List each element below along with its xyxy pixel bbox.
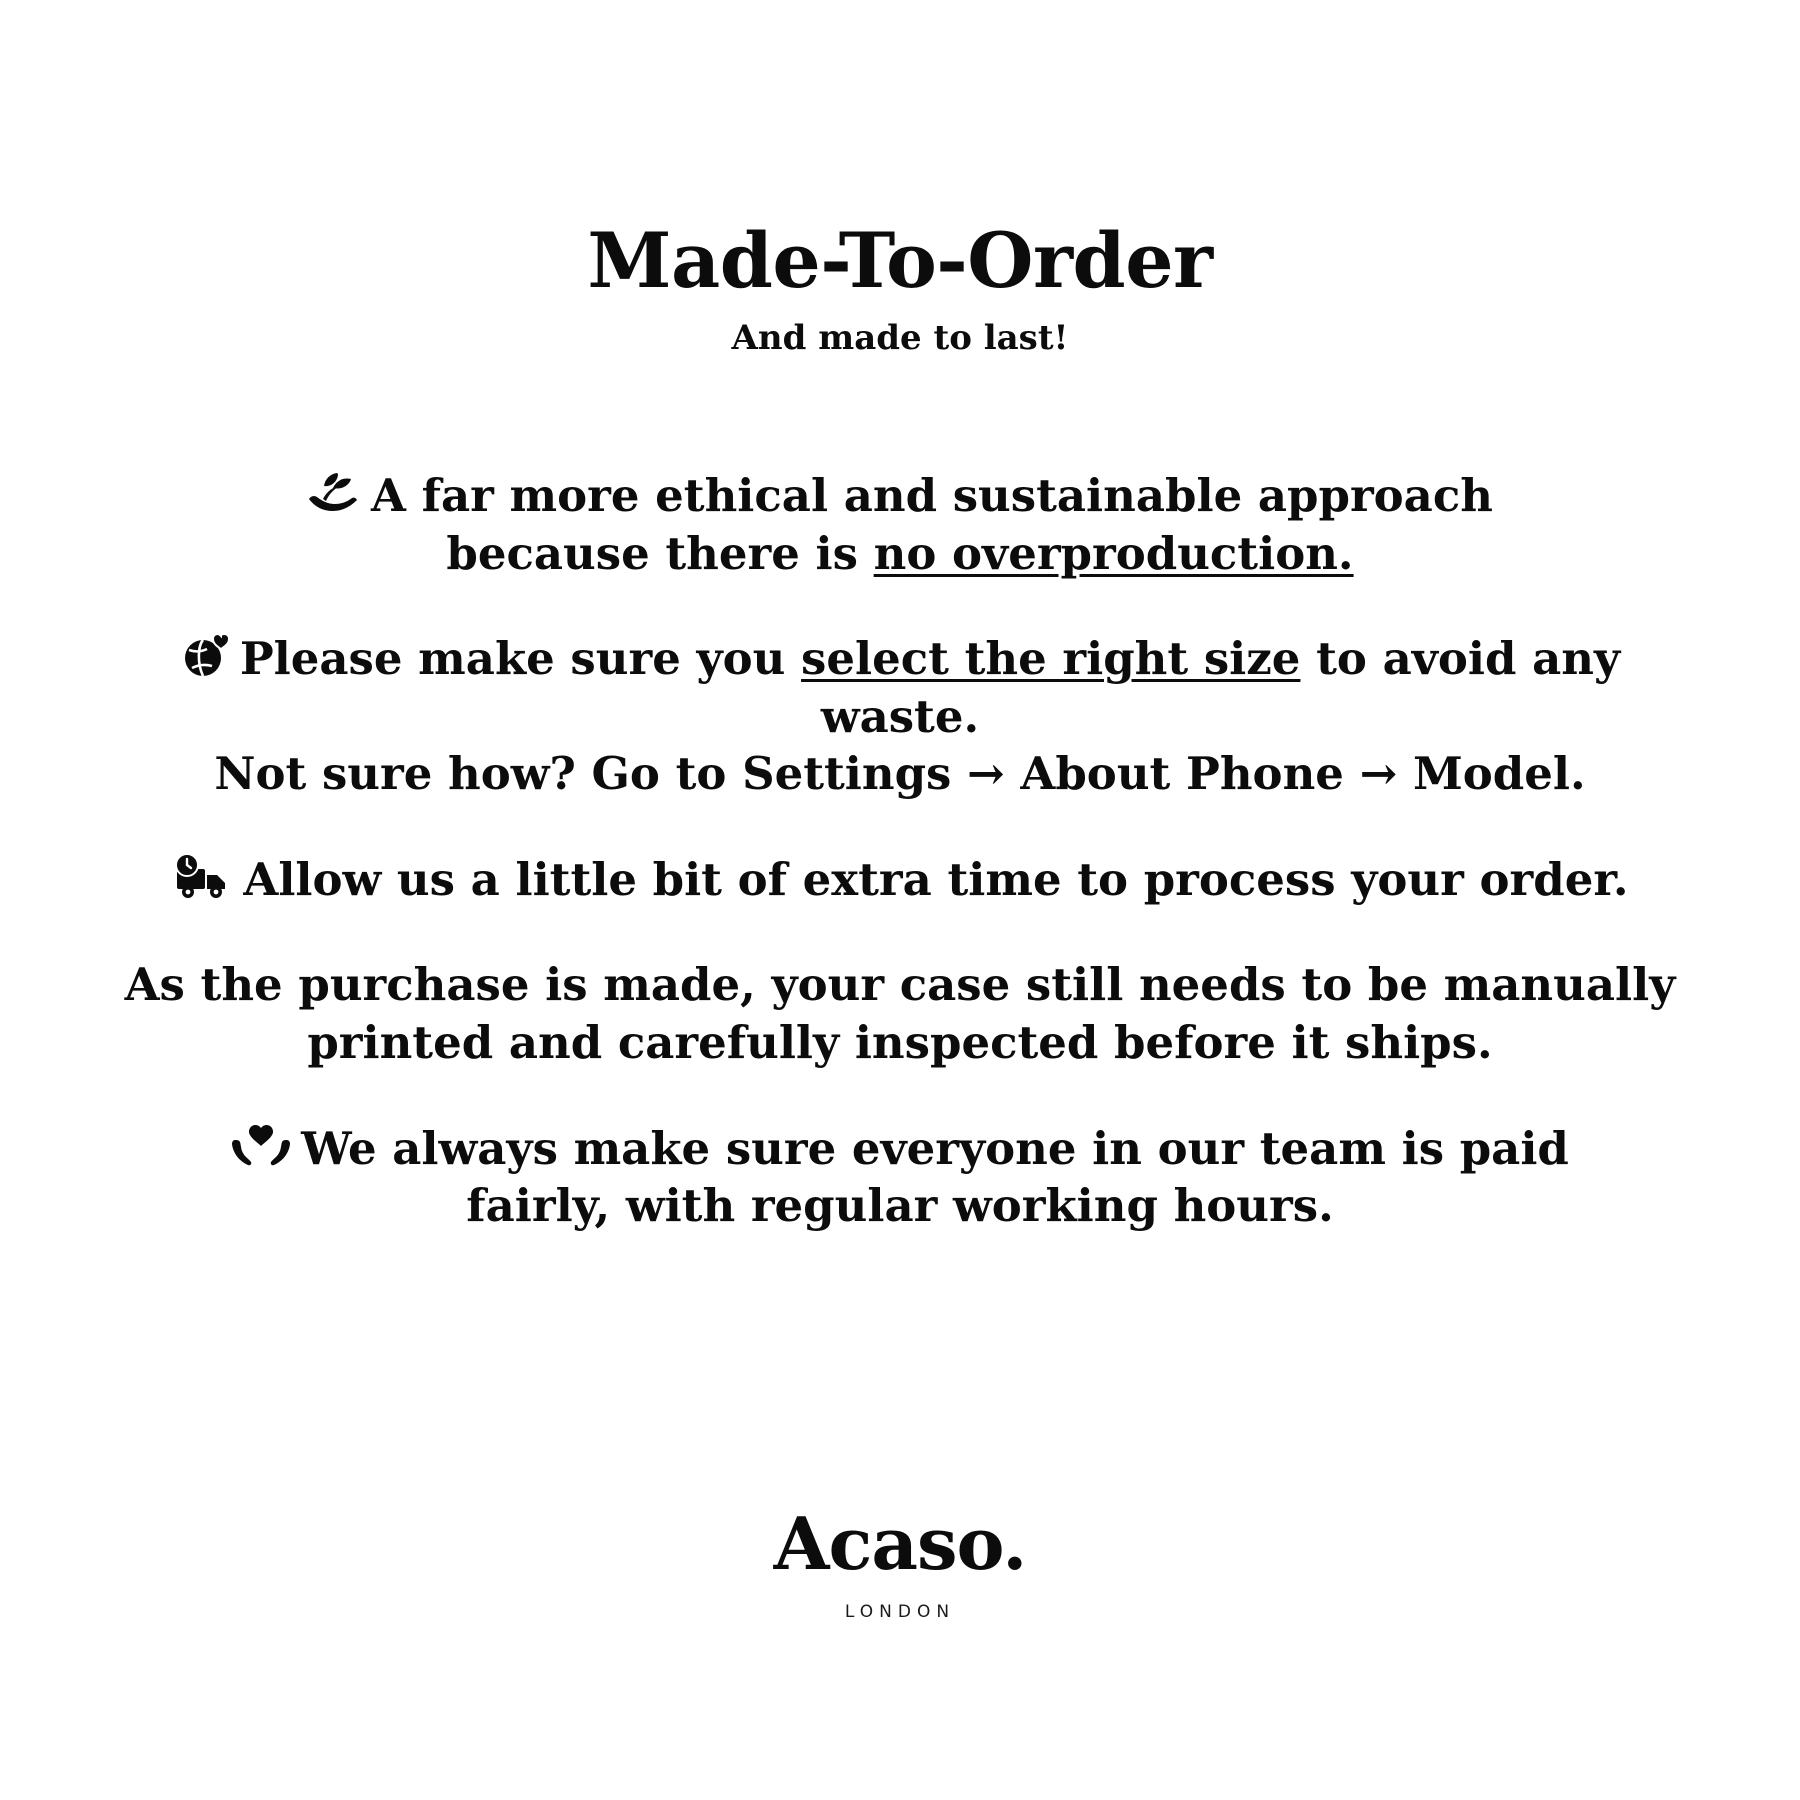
globe-heart-icon — [180, 632, 230, 680]
brand-footer — [0, 1501, 1800, 1622]
block-line-1 — [171, 851, 1628, 909]
list-item — [100, 630, 1700, 803]
list-item — [307, 467, 1493, 582]
block-line-2: printed and carefully inspected before it ships. — [307, 1016, 1493, 1070]
block-line-1-text: Please make sure you — [239, 632, 802, 686]
block-line-2: Not sure how? Go to Settings → About Phone → Model. — [214, 747, 1586, 801]
block-line-2: fairly, with regular working hours. — [466, 1179, 1334, 1233]
block-line-1: As the purchase is made, your case still needs to be manually — [124, 958, 1676, 1012]
block-line-1-text: A far more ethical and sustainable approach — [371, 468, 1493, 522]
block-line-2 — [307, 525, 1493, 583]
block-line-1-text: Allow us a little bit of extra time to process your order. — [243, 852, 1629, 906]
plant-in-hand-icon — [307, 469, 361, 517]
page-subtitle: And made to last! — [731, 317, 1069, 358]
block-line-1 — [231, 1120, 1569, 1178]
delivery-truck-clock-icon — [171, 853, 233, 901]
list-item — [171, 851, 1628, 909]
block-line-1-text-after: to avoid any waste. — [820, 632, 1621, 743]
block-line-1 — [100, 630, 1700, 745]
emphasis-no-overproduction: no overproduction. — [873, 526, 1354, 580]
block-line-1 — [307, 467, 1493, 525]
heart-in-hands-icon — [231, 1122, 291, 1170]
content-list — [80, 467, 1720, 1235]
block-line-1-text: We always make sure everyone in our team is paid — [301, 1121, 1569, 1175]
list-item — [231, 1120, 1569, 1235]
header — [0, 216, 1800, 358]
brand-logo: Acaso. — [773, 1501, 1027, 1586]
page-title: Made-To-Order — [587, 216, 1213, 305]
list-item — [125, 956, 1676, 1071]
block-line-2-text: because there is — [446, 526, 874, 580]
brand-location: LONDON — [844, 1602, 956, 1622]
emphasis-select-right-size: select the right size — [801, 632, 1301, 686]
